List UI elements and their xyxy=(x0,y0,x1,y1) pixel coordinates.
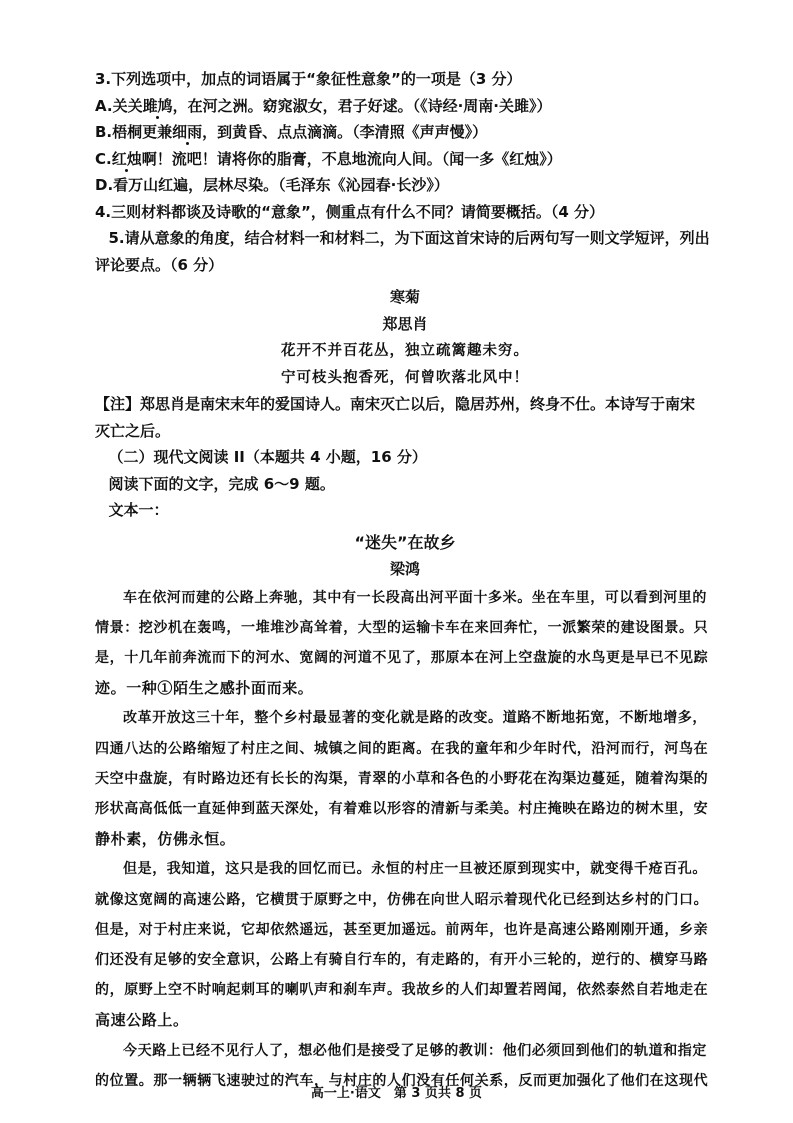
option-b-suffix: ，到黄昏、点点滴滴。（李清照《声声慢》） xyxy=(202,123,488,141)
article-paragraph-3 xyxy=(95,854,715,1035)
page-footer: 高一上·语文 第 3 页共 8 页 xyxy=(310,1086,483,1101)
paragraph-1-line-4: 迹。一种①陌生之感扑面而来。 xyxy=(95,679,314,698)
poem-title: 寒菊 xyxy=(389,288,420,306)
paragraph-1-line-3: 是，十几年前奔流而下的河水、宽阔的河道不见了，那原本在河上空盘旋的水鸟更是早已不见踪 xyxy=(95,649,709,666)
option-a-dotted-word: 雎鸠 xyxy=(142,96,173,115)
paragraph-2-line-4: 形状高高低低一直延伸到蓝天深处，有着难以形容的清新与柔美。村庄掩映在路边的树木里，安 xyxy=(95,800,709,817)
option-c-dotted-word: 红烛 xyxy=(111,149,142,168)
article-paragraph-2 xyxy=(95,703,715,854)
paragraph-3-line-5: 的，原野上空不时响起刺耳的喇叭声和刹车声。我故乡的人们却置若罔闻，依然泰然自若地走在 xyxy=(95,982,709,999)
section-heading: （二）现代文阅读 II（本题共 4 小题，16 分） xyxy=(108,448,427,466)
article-paragraph-1 xyxy=(95,583,715,704)
option-a-prefix: A.关关 xyxy=(95,96,143,115)
question-4: 4.三则材料都谈及诗歌的“意象”，侧重点有什么不同？请简要概括。（4 分） xyxy=(95,202,605,221)
page-content xyxy=(95,66,715,1096)
question-5-line-2: 评论要点。（6 分） xyxy=(95,255,224,274)
poem-author: 郑思肖 xyxy=(382,314,428,333)
article-author: 梁鸿 xyxy=(389,560,420,578)
paragraph-2-line-2: 四通八达的公路缩短了村庄之间、城镇之间的距离。在我的童年和少年时代，沿河而行，河鸟在 xyxy=(95,740,709,757)
question-5-line-1: 5.请从意象的角度，结合材料一和材料二，为下面这首宋诗的后两句写一则文学短评，列出 xyxy=(108,229,710,247)
paragraph-3-line-3: 但是，对于村庄来说，它却依然遥远，甚至更加遥远。前两年，也许是高速公路刚刚开通，乡亲 xyxy=(95,921,709,938)
question-3-stem: 3.下列选项中，加点的词语属于“象征性意象”的一项是（3 分） xyxy=(95,70,522,88)
paragraph-4-line-2: 的位置。那一辆辆飞速驶过的汽车，与村庄的人们没有任何关系，反而更加强化了他们在这现代 xyxy=(95,1072,709,1089)
text-label: 文本一： xyxy=(108,501,169,519)
paragraph-4-line-1: 今天路上已经不见行人了，想必他们是接受了足够的教训：他们必须回到他们的轨道和指定 xyxy=(123,1042,707,1059)
paragraph-2-line-1: 改革开放这三十年，整个乡村最显著的变化就是路的改变。道路不断地拓宽，不断地增多， xyxy=(123,710,707,727)
paragraph-1-line-2: 情景：挖沙机在轰鸣，一堆堆沙高耸着，大型的运输卡车在来回奔忙，一派繁荣的建设图景。只 xyxy=(95,619,709,636)
option-b-prefix: B.梧桐更兼 xyxy=(95,123,173,141)
article-title: “迷失”在故乡 xyxy=(354,532,456,552)
option-a-suffix: ，在河之洲。窈窕淑女，君子好逑。（《诗经·周南·关雎》） xyxy=(172,96,552,115)
paragraph-3-line-6: 高速公路上。 xyxy=(95,1011,189,1030)
paragraph-2-line-5: 静朴素，仿佛永恒。 xyxy=(95,830,236,849)
question-3-option-d xyxy=(95,172,715,199)
poem-note-line-1: 【注】郑思肖是南宋末年的爱国诗人。南宋灭亡以后，隐居苏州，终身不仕。本诗写于南宋 xyxy=(95,395,696,413)
option-c-prefix: C. xyxy=(95,149,112,168)
option-c-suffix: 啊！流吧！请将你的脂膏，不息地流向人间。（闻一多《红烛》） xyxy=(141,149,562,168)
question-3-option-b xyxy=(95,119,715,146)
paragraph-3-line-4: 们还没有足够的安全意识，公路上有骑自行车的，有走路的，有开小三轮的，逆行的、横穿马路 xyxy=(95,951,709,968)
option-d-text: D.看万山红遍，层林尽染。（毛泽东《沁园春·长沙》） xyxy=(95,176,449,194)
paragraph-2-line-3: 天空中盘旋，有时路边还有长长的沟渠，青翠的小草和各色的小野花在沟渠边蔓延，随着沟渠的 xyxy=(95,770,709,787)
question-3-option-a xyxy=(95,93,715,120)
paragraph-3-line-1: 但是，我知道，这只是我的回忆而已。永恒的村庄一旦被还原到现实中，就变得千疮百孔。 xyxy=(123,861,707,878)
paragraph-1-line-1: 车在依河而建的公路上奔驰，其中有一长段高出河平面十多米。坐在车里，可以看到河里的 xyxy=(123,589,707,606)
question-3-option-c xyxy=(95,146,715,173)
paragraph-3-line-2: 就像这宽阔的高速公路，它横贯于原野之中，仿佛在向世人昭示着现代化已经到达乡村的门口。 xyxy=(95,891,709,908)
poem-note-line-2: 灭亡之后。 xyxy=(95,421,171,440)
poem-line-2: 宁可枝头抱香死，何曾吹落北风中！ xyxy=(281,369,529,386)
section-instruction: 阅读下面的文字，完成 6～9 题。 xyxy=(108,474,335,493)
option-b-dotted-word: 细雨 xyxy=(172,123,203,141)
poem-line-1: 花开不并百花丛，独立疏篱趣未穷。 xyxy=(281,342,529,359)
